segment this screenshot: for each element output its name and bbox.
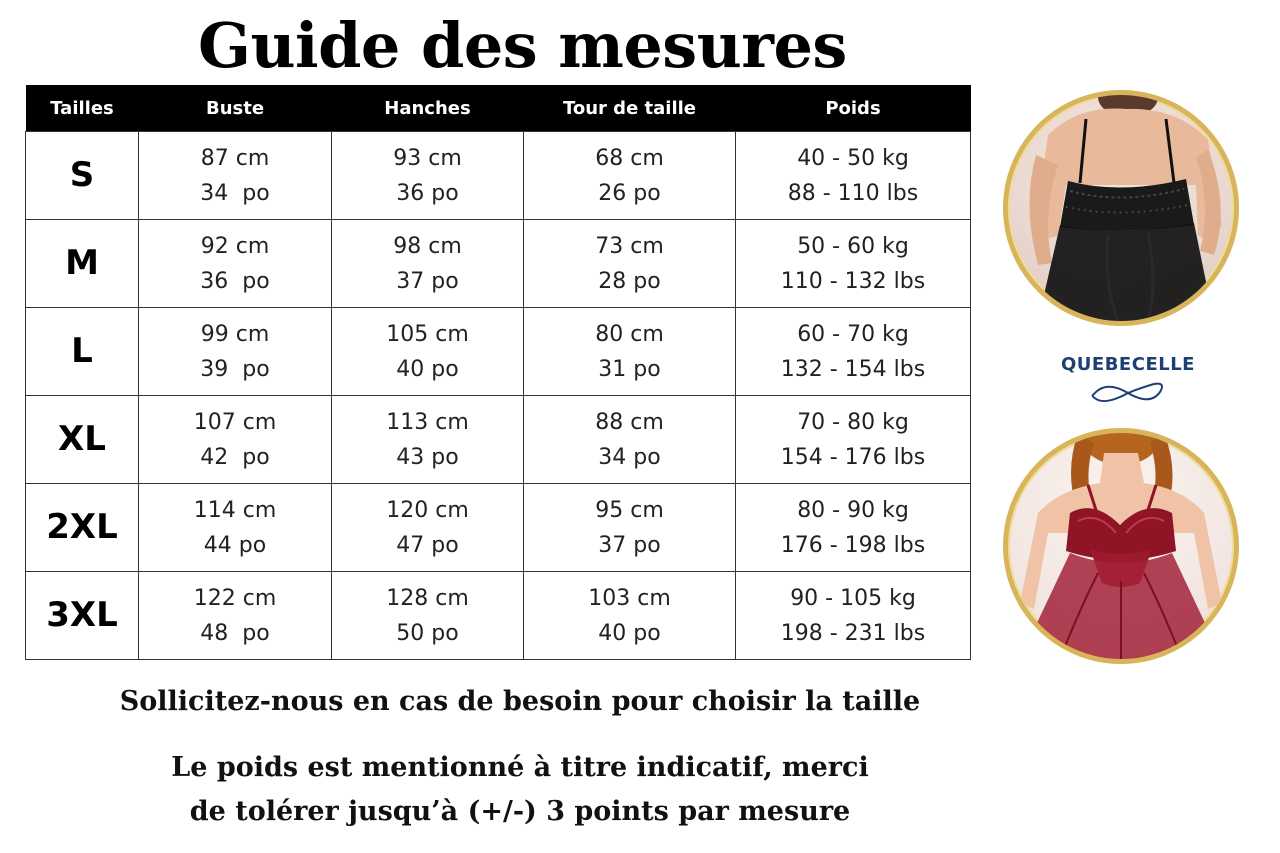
buste-cell [139,484,332,572]
taille-cell [524,484,736,572]
buste-po: 48 po [200,620,270,646]
infinity-swirl-icon [1088,378,1168,408]
taille-cm: 95 cm [595,497,664,523]
table-row [26,132,971,220]
weight-note-line-2: de tolérer jusqu’à (+/-) 3 points par mesure [189,796,851,827]
hanches-cell [332,484,524,572]
buste-cell [139,396,332,484]
buste-cm: 87 cm [200,145,270,171]
table-row [26,484,971,572]
buste-po: 42 po [200,444,270,470]
size-label: 3XL [26,572,139,660]
taille-cell [524,220,736,308]
hanches-cell [332,396,524,484]
taille-cm: 88 cm [595,409,664,435]
taille-cm: 80 cm [595,321,664,347]
buste-cm: 92 cm [200,233,270,259]
size-label: S [26,132,139,220]
poids-kg: 50 - 60 kg [797,233,909,259]
hanches-po: 37 po [396,268,459,294]
buste-cell [139,308,332,396]
poids-cell [736,220,971,308]
taille-cm: 103 cm [588,585,671,611]
poids-lbs: 88 - 110 lbs [787,180,919,206]
size-label: M [26,220,139,308]
hanches-cell [332,308,524,396]
size-label: L [26,308,139,396]
table-row [26,220,971,308]
help-note: Sollicitez-nous en cas de besoin pour choisir la taille [119,686,921,717]
buste-cm: 107 cm [193,409,277,435]
header-hanches: Hanches [332,85,524,132]
hanches-po: 47 po [396,532,459,558]
taille-po: 40 po [598,620,661,646]
red-lace-babydoll-photo [1003,428,1239,664]
hanches-cm: 105 cm [386,321,469,347]
weight-note-line-1: Le poids est mentionné à titre indicatif, merci [171,752,869,783]
buste-po: 34 po [200,180,270,206]
hanches-cell [332,220,524,308]
poids-lbs: 132 - 154 lbs [780,356,926,382]
hanches-cm: 93 cm [393,145,462,171]
taille-cm: 73 cm [595,233,664,259]
buste-cm: 114 cm [193,497,277,523]
table-row [26,572,971,660]
header-tailles: Tailles [26,85,139,132]
hanches-cell [332,572,524,660]
poids-cell [736,132,971,220]
taille-cell [524,308,736,396]
size-label: 2XL [26,484,139,572]
poids-kg: 80 - 90 kg [797,497,909,523]
taille-cell [524,132,736,220]
header-poids: Poids [736,85,971,132]
page-title: Guide des mesures [198,9,847,82]
size-chart-table [25,85,971,660]
poids-cell [736,396,971,484]
poids-cell [736,308,971,396]
poids-lbs: 110 - 132 lbs [780,268,926,294]
taille-cell [524,572,736,660]
hanches-po: 43 po [396,444,459,470]
hanches-cm: 128 cm [386,585,469,611]
buste-po: 44 po [203,532,267,558]
buste-cell [139,572,332,660]
table-row [26,308,971,396]
table-header-row [26,85,971,132]
taille-po: 37 po [598,532,661,558]
hanches-cm: 120 cm [386,497,469,523]
poids-cell [736,484,971,572]
buste-cell [139,220,332,308]
header-tour-de-taille: Tour de taille [524,85,736,132]
hanches-cell [332,132,524,220]
poids-kg: 40 - 50 kg [797,145,909,171]
taille-po: 34 po [598,444,661,470]
poids-lbs: 154 - 176 lbs [780,444,926,470]
buste-po: 39 po [200,356,270,382]
hanches-po: 50 po [396,620,459,646]
hanches-cm: 113 cm [386,409,469,435]
header-buste: Buste [139,85,332,132]
hanches-cm: 98 cm [393,233,462,259]
poids-kg: 60 - 70 kg [797,321,909,347]
buste-po: 36 po [200,268,270,294]
black-lace-babydoll-photo [1003,90,1239,326]
taille-po: 31 po [598,356,661,382]
hanches-po: 36 po [396,180,459,206]
poids-lbs: 176 - 198 lbs [780,532,926,558]
hanches-po: 40 po [396,356,459,382]
taille-cm: 68 cm [595,145,664,171]
buste-cell [139,132,332,220]
size-label: XL [26,396,139,484]
poids-lbs: 198 - 231 lbs [780,620,926,646]
table-row [26,396,971,484]
poids-kg: 90 - 105 kg [790,585,916,611]
taille-po: 26 po [598,180,661,206]
poids-cell [736,572,971,660]
buste-cm: 99 cm [200,321,270,347]
taille-po: 28 po [598,268,661,294]
brand-logo-text: QUEBECELLE [1061,354,1195,375]
buste-cm: 122 cm [193,585,277,611]
taille-cell [524,396,736,484]
poids-kg: 70 - 80 kg [797,409,909,435]
